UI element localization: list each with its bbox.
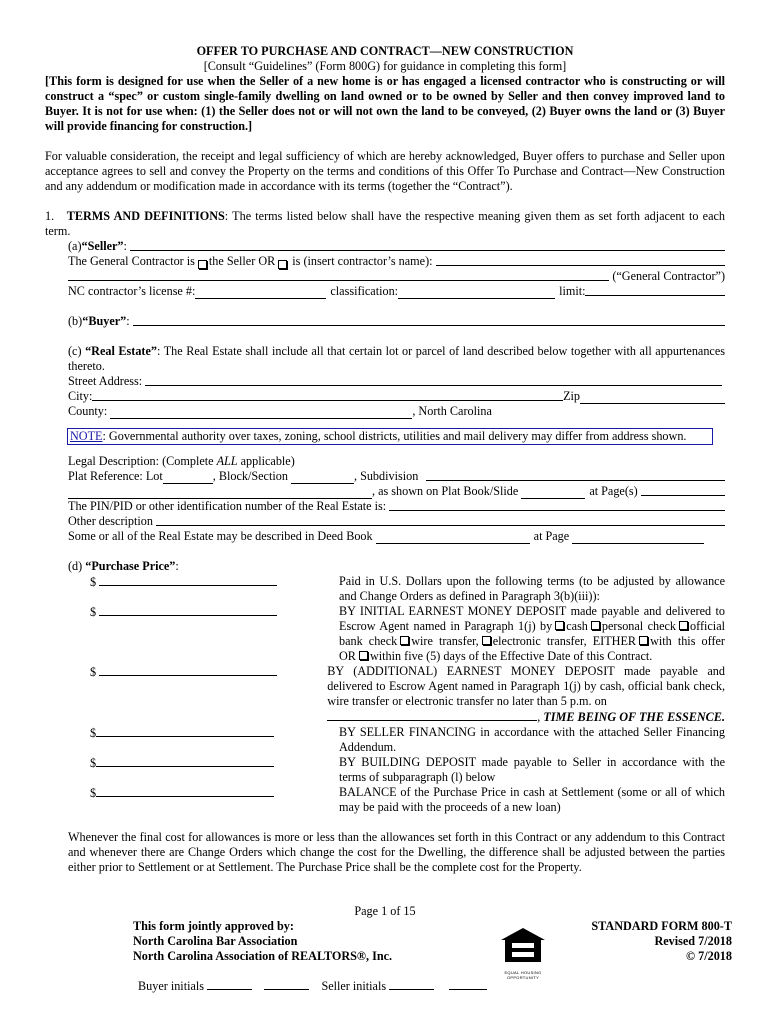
electronic-transfer-checkbox[interactable] — [482, 636, 491, 645]
section-1-heading: TERMS AND DEFINITIONS — [66, 209, 225, 223]
city-row: City: Zip — [68, 389, 725, 404]
initial-deposit-field[interactable] — [99, 604, 277, 616]
gc-name-field-2[interactable] — [68, 269, 609, 281]
limit-field[interactable] — [585, 284, 725, 296]
classification-field[interactable] — [398, 287, 555, 299]
form-subtitle: [Consult “Guidelines” (Form 800G) for guidance in completing this form] — [203, 59, 567, 73]
building-deposit-field[interactable] — [96, 755, 274, 767]
within-five-days-checkbox[interactable] — [359, 651, 368, 660]
form-title: OFFER TO PURCHASE AND CONTRACT—NEW CONSTRUCTION — [196, 44, 574, 58]
price-row-building-deposit: $ BY BUILDING DEPOSIT made payable to Seller in accordance with the terms of subparagraph (l) below — [90, 755, 725, 784]
seller-row: (a) “Seller” : — [68, 239, 725, 254]
section-1-intro: 1. TERMS AND DEFINITIONS: The terms listed below shall have the respective meaning given them as set forth adjacent to each term. — [45, 209, 726, 238]
subdivision-field-2[interactable] — [68, 487, 372, 499]
seller-field[interactable] — [130, 239, 725, 251]
price-row-balance: $ BALANCE of the Purchase Price in cash at Settlement (some or all of which may be paid with the proceeds of a new loan) — [90, 785, 725, 814]
buyer-row: (b) “Buyer” : — [68, 314, 725, 329]
deed-book-field[interactable] — [376, 532, 530, 544]
plat-row: Plat Reference: Lot , Block/Section , Subdivision — [68, 469, 725, 484]
pin-row: The PIN/PID or other identification number of the Real Estate is: — [68, 499, 725, 514]
gc-name-field[interactable] — [436, 254, 725, 266]
price-row-seller-financing: $ BY SELLER FINANCING in accordance with the attached Seller Financing Addendum. — [90, 725, 725, 754]
approval-block: This form jointly approved by: North Carolina Bar Association North Carolina Association of REALTORS®, Inc. — [133, 919, 393, 963]
license-row: NC contractor’s license #: classification: limit: — [68, 284, 725, 299]
street-field[interactable] — [145, 374, 722, 386]
deed-page-field[interactable] — [572, 532, 704, 544]
price-row-total: $ Paid in U.S. Dollars upon the following terms (to be adjusted by allowance and Change Orders as defined in Paragraph 3(b)(iii)): — [90, 574, 725, 603]
balance-field[interactable] — [96, 785, 274, 797]
buyer-field[interactable] — [133, 314, 725, 326]
equal-housing-icon: EQUAL HOUSING OPPORTUNITY — [499, 926, 547, 976]
gc-other-checkbox[interactable] — [278, 260, 287, 269]
form-id-block: STANDARD FORM 800-T Revised 7/2018 © 7/2018 — [591, 919, 732, 963]
real-estate-text: (c) “Real Estate”: The Real Estate shall include all that certain lot or parcel of land described below together with all appurtenances thereto. — [68, 344, 725, 373]
cash-checkbox[interactable] — [555, 621, 564, 630]
county-row: County: , North Carolina — [68, 404, 492, 418]
plat-page-field[interactable] — [641, 484, 725, 496]
county-field[interactable] — [110, 407, 412, 419]
block-field[interactable] — [291, 472, 354, 484]
deed-row: Some or all of the Real Estate may be described in Deed Book at Page — [68, 529, 725, 544]
city-field[interactable] — [92, 389, 563, 401]
wire-transfer-checkbox[interactable] — [400, 636, 409, 645]
license-field[interactable] — [195, 287, 326, 299]
pin-field[interactable] — [389, 499, 725, 511]
allowances-paragraph: Whenever the final cost for allowances is more or less than the allowances set forth in this Contract or any addendum to this Contract and whenever there are Change Orders which change the cost for the Dwelling, the difference shall be adjusted between the parties either prior to Settlement or at Settlement. The Purchase Price shall be the complete cost for the Property. — [68, 830, 725, 874]
buyer-initial-2[interactable] — [264, 978, 309, 990]
seller-initial-1[interactable] — [389, 978, 434, 990]
page-number: Page 1 of 15 — [354, 904, 416, 918]
gc-row: The General Contractor is the Seller OR is (insert contractor’s name): — [68, 254, 725, 269]
additional-deposit-field[interactable] — [99, 664, 277, 676]
seller-financing-field[interactable] — [96, 725, 274, 737]
personal-check-checkbox[interactable] — [591, 621, 600, 630]
address-note: NOTE: Governmental authority over taxes, zoning, school districts, utilities and mail delivery may differ from address shown. — [67, 428, 713, 445]
official-check-checkbox[interactable] — [679, 621, 688, 630]
plat-book-field[interactable] — [521, 487, 585, 499]
buyer-initial-1[interactable] — [207, 978, 252, 990]
plat-book-row: , as shown on Plat Book/Slide at Page(s) — [68, 484, 725, 499]
gc-name-row2: (“General Contractor”) — [68, 269, 725, 284]
contract-page — [45, 44, 725, 875]
zip-field[interactable] — [580, 392, 725, 404]
purchase-price-table — [45, 574, 725, 815]
lot-field[interactable] — [163, 472, 213, 484]
price-row-additional-deposit: $ BY (ADDITIONAL) EARNEST MONEY DEPOSIT made payable and delivered to Escrow Agent named in Paragraph 1(j) by cash, official bank check, wire transfer or electronic transfer no later than 5 p.m. on , TIME BEING OF THE ESSENCE. — [90, 664, 725, 724]
subdivision-field[interactable] — [426, 469, 725, 481]
seller-initial-2[interactable] — [449, 978, 487, 990]
legal-description-label: Legal Description: (Complete ALL applicable) — [68, 454, 295, 468]
gc-seller-checkbox[interactable] — [198, 260, 207, 269]
other-description-row: Other description — [68, 514, 725, 529]
price-row-initial-deposit: $ BY INITIAL EARNEST MONEY DEPOSIT made payable and delivered to Escrow Agent named in Paragraph 1(j) by cash personal check official bank check wire transfer, electronic transfer, EITHER with this offer OR within five (5) days of the Effective Date of this Contract. — [90, 604, 725, 663]
street-row: Street Address: — [68, 374, 725, 389]
with-offer-checkbox[interactable] — [639, 636, 648, 645]
deposit-date-field[interactable] — [327, 709, 537, 721]
total-price-field[interactable] — [99, 574, 277, 586]
initials-row: Buyer initials Seller initials — [138, 978, 487, 994]
form-notice: [This form is designed for use when the Seller of a new home is or has engaged a licensed contractor who is constructing or will construct a “spec” or custom single-family dwelling on land owned or to be owned by Seller and then convey improved land to Buyer. It is not for use when: (1) the Seller does not or will not own the land to be conveyed, (2) Buyer owns the land or (3) Buyer will provide financing for construction.] — [45, 74, 725, 133]
intro-paragraph: For valuable consideration, the receipt and legal sufficiency of which are hereby acknowledged, Buyer offers to purchase and Seller upon acceptance agrees to sell and convey the Property on the terms and conditions of this Offer To Purchase and Contract—New Construction and any addendum or modification made in accordance with its terms (together the “Contract”). — [45, 149, 725, 193]
other-description-field[interactable] — [156, 514, 725, 526]
purchase-price-label: (d) “Purchase Price”: — [68, 559, 179, 573]
